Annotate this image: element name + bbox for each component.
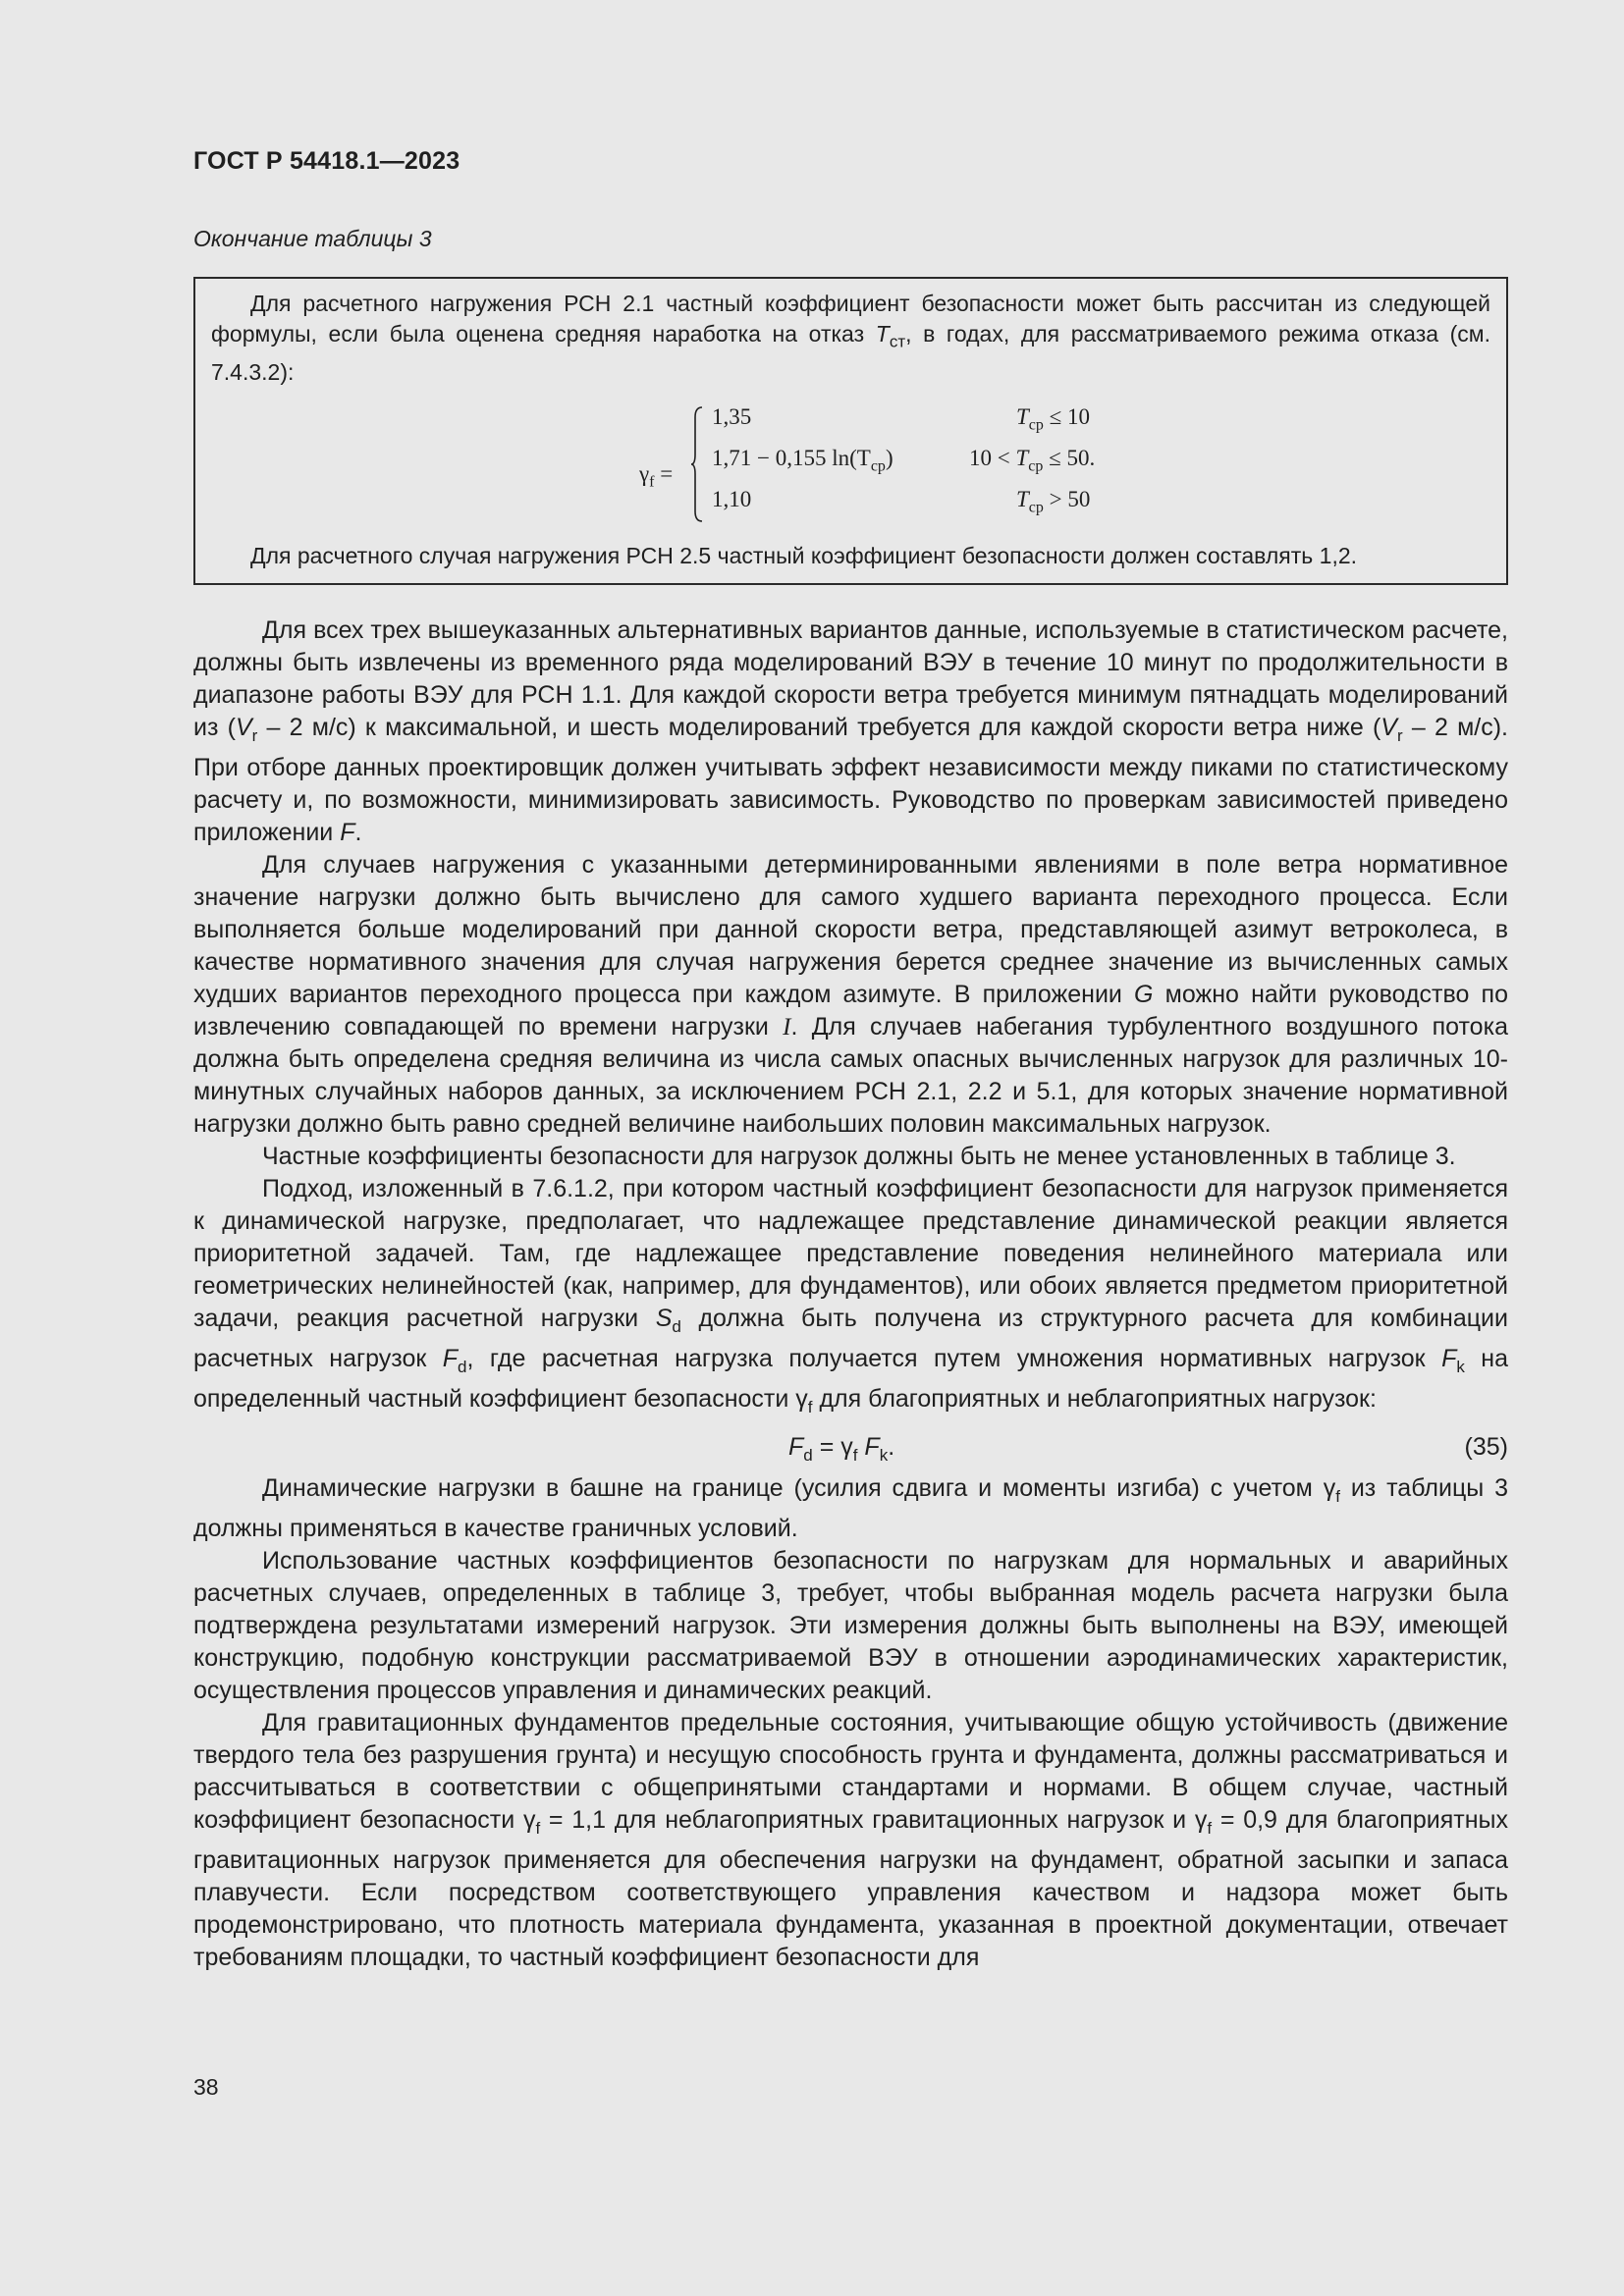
box-intro-tail: , в годах, для рассматриваемого режима отказа (см. 7.4.3.2): bbox=[211, 321, 1491, 385]
p4-part-c: , где расчетная нагрузка получается путем умножения нормативных нагрузок bbox=[466, 1345, 1442, 1372]
formula-row-2-expr bbox=[712, 443, 893, 482]
var-gamma: γ bbox=[1323, 1474, 1336, 1502]
var-fd-sub: d bbox=[458, 1358, 467, 1376]
var-s-sub: d bbox=[672, 1317, 681, 1336]
p2-part-b: можно найти руководство по извлечению совпадающей по времени нагрузки bbox=[193, 981, 1508, 1041]
eq-fk: F bbox=[857, 1433, 880, 1461]
var-v: V bbox=[235, 714, 252, 741]
cond-sub: ср bbox=[1028, 457, 1044, 475]
var-s: S bbox=[655, 1305, 673, 1332]
expr-text: 1,71 − 0,155 ln(T bbox=[712, 445, 871, 470]
eq-end: . bbox=[888, 1433, 895, 1461]
p4-part-d: на определенный частный коэффициент безопасности bbox=[193, 1345, 1509, 1413]
equation-35 bbox=[193, 1423, 1508, 1472]
cond-post: > 50 bbox=[1049, 486, 1091, 511]
equation-expression bbox=[788, 1431, 894, 1471]
p1-part-c: – 2 м/с). При отборе данных проектировщик должен учитывать эффект независимости между пиками по статистическому расчету и, по возможности, минимизировать зависимость. Руководство по проверкам зависимостей приведено приложении bbox=[193, 714, 1508, 846]
paragraph-6: Использование частных коэффициентов безопасности по нагрузкам для нормальных и аварийных расчетных случаев, определенных в таблице 3, требует, чтобы выбранная модель расчета нагрузки была подтверждена результатами измерений нагрузок. Эти измерения должны быть выполнены на ВЭУ, имеющей конструкцию, подобную конструкции рассматриваемой ВЭУ в отношении аэродинамических характеристик, осуществления процессов управления и динамических реакций. bbox=[193, 1547, 1508, 1704]
paragraph-7 bbox=[193, 1707, 1508, 1974]
symbol-t: T bbox=[875, 321, 890, 347]
formula-row-3-expr: 1,10 bbox=[712, 486, 752, 511]
var-gamma-sub: f bbox=[535, 1819, 541, 1838]
paragraph-4 bbox=[193, 1173, 1508, 1423]
p5-part-a: Динамические нагрузки в башне на границе (усилия сдвига и моменты изгиба) с учетом bbox=[262, 1474, 1324, 1502]
eq-f: F bbox=[788, 1433, 804, 1461]
cond-pre: 10 < bbox=[969, 445, 1010, 470]
var-gamma-sub: f bbox=[1207, 1819, 1213, 1838]
var-gamma: γ bbox=[1194, 1806, 1208, 1834]
formula-lhs-symbol: γ bbox=[639, 460, 650, 486]
var-fk-sub: k bbox=[1456, 1358, 1465, 1376]
var-v-sub: r bbox=[1396, 726, 1403, 745]
piecewise-formula bbox=[211, 401, 1490, 549]
eq-fk-sub: k bbox=[879, 1446, 889, 1465]
p1-part-b: – 2 м/с) к максимальной, и шесть моделирований требуется для каждой скорости ветра ниже ( bbox=[257, 714, 1381, 741]
formula-lhs-sub: f bbox=[649, 473, 655, 491]
main-text bbox=[193, 614, 1508, 1974]
formula-row-3-cond bbox=[1016, 484, 1090, 523]
eq-sign: = bbox=[812, 1433, 841, 1461]
cond-sub: ср bbox=[1028, 499, 1044, 516]
annex-i: I bbox=[783, 1014, 791, 1041]
cond-post: ≤ 10 bbox=[1049, 403, 1091, 429]
p2-part-c: . Для случаев набегания турбулентного воздушного потока должна быть определена средняя величина из числа самых опасных вычисленных нагрузок для различных 10-минутных случайных наборов данных, за исключением РСН 2.1, 2.2 и 5.1, для которых значение нормативной нагрузки должно быть равно средней величине наибольших половин максимальных нагрузок. bbox=[193, 1013, 1508, 1138]
table-continuation-box bbox=[193, 277, 1508, 585]
standard-header: ГОСТ Р 54418.1—2023 bbox=[193, 147, 460, 175]
table-caption: Окончание таблицы 3 bbox=[193, 226, 432, 251]
box-intro-text: Для расчетного нагружения РСН 2.1 частный коэффициент безопасности может быть рассчитан из следующей формулы, если была оценена средняя наработка на отказ bbox=[211, 291, 1490, 347]
p2-part-a: Для случаев нагружения с указанными детерминированными явлениями в поле ветра нормативное значение нагрузки должно быть вычислено для самого худшего варианта переходного процесса. Если выполняется больше моделирований при данной скорости ветра, представляющей азимут ветроколеса, в качестве нормативного значения для случая нагружения берется среднее значение из вычисленных самых худших вариантов переходного процесса при каждом азимуте. В приложении bbox=[193, 851, 1508, 1008]
p1-end: . bbox=[354, 819, 362, 846]
annex-f: F bbox=[340, 819, 355, 846]
p7-part-b: = 1,1 для неблагоприятных гравитационных нагрузок и bbox=[540, 1806, 1195, 1834]
formula-lhs: $\gamma_f$ = bbox=[639, 460, 674, 491]
var-gamma-sub: f bbox=[807, 1398, 813, 1416]
var-fd: F bbox=[442, 1345, 459, 1372]
p4-part-e: для благоприятных и неблагоприятных нагрузок: bbox=[812, 1385, 1377, 1413]
page-number: 38 bbox=[193, 2074, 219, 2100]
symbol-t-sub: ст bbox=[889, 332, 906, 351]
cond-post: ≤ 50. bbox=[1049, 445, 1096, 470]
box-intro-paragraph bbox=[211, 289, 1490, 388]
paragraph-1 bbox=[193, 614, 1508, 849]
var-fk: F bbox=[1441, 1345, 1457, 1372]
p7-part-a: Для гравитационных фундаментов предельные состояния, учитывающие общую устойчивость (движение твердого тела без разрушения грунта) и несущую способность грунта и фундамента, должны рассматриваться и рассчитываться в соответствии с общепринятыми стандартами и нормами. В общем случае, частный коэффициент безопасности bbox=[193, 1709, 1508, 1834]
var-v: V bbox=[1380, 714, 1397, 741]
var-gamma-sub: f bbox=[1335, 1487, 1340, 1506]
formula-row-2-cond bbox=[969, 443, 1095, 482]
var-v-sub: r bbox=[251, 726, 258, 745]
paragraph-3: Частные коэффициенты безопасности для нагрузок должны быть не менее установленных в таблице 3. bbox=[262, 1143, 1456, 1170]
p4-part-b: должна быть получена из структурного расчета для комбинации расчетных нагрузок bbox=[193, 1305, 1508, 1372]
expr-sub: ср bbox=[870, 457, 886, 475]
paragraph-5 bbox=[193, 1472, 1508, 1545]
eq-f-sub: d bbox=[803, 1446, 813, 1465]
cond-var: T bbox=[1015, 445, 1029, 470]
box-closing-paragraph: Для расчетного случая нагружения РСН 2.5 частный коэффициент безопасности должен составлять 1,2. bbox=[250, 543, 1358, 568]
p7-part-c: = 0,9 для благоприятных гравитационных нагрузок применяется для обеспечения нагрузки на фундамент, обратной засыпки и запаса плавучести. Если посредством соответствующего управления качеством и надзора может быть продемонстрировано, что плотность материала фундамента, указанная в проектной документации, отвечает требованиям площадки, то частный коэффициент безопасности для bbox=[193, 1806, 1508, 1971]
expr-close: ) bbox=[885, 445, 893, 470]
cond-var: T bbox=[1016, 486, 1029, 511]
var-gamma: γ bbox=[795, 1385, 808, 1413]
eq-gamma-sub: f bbox=[852, 1446, 858, 1465]
formula-row-1-cond bbox=[1016, 401, 1090, 441]
annex-g: G bbox=[1134, 981, 1154, 1008]
formula-row-1-expr: 1,35 bbox=[712, 403, 752, 429]
eq-gamma: γ bbox=[840, 1433, 853, 1461]
cond-sub: ср bbox=[1028, 416, 1044, 434]
var-gamma: γ bbox=[522, 1806, 536, 1834]
cond-var: T bbox=[1016, 403, 1029, 429]
left-brace bbox=[690, 405, 704, 523]
p1-part-a: Для всех трех вышеуказанных альтернативных вариантов данные, используемые в статистическом расчете, должны быть извлечены из временного ряда моделирований ВЭУ в течение 10 минут по продолжительности в диапазоне работы ВЭУ для РСН 1.1. Для каждой скорости ветра требуется минимум пятнадцать моделирований из ( bbox=[193, 616, 1508, 741]
paragraph-2 bbox=[193, 849, 1508, 1141]
p4-part-a: Подход, изложенный в 7.6.1.2, при котором частный коэффициент безопасности для нагрузок применяется к динамической нагрузке, предполагает, что надлежащее представление динамической реакции является приоритетной задачей. Там, где надлежащее представление поведения нелинейного материала или геометрических нелинейностей (как, например, для фундаментов), или обоих является предметом приоритетной задачи, реакция расчетной нагрузки bbox=[193, 1175, 1508, 1332]
equation-number: (35) bbox=[1464, 1433, 1508, 1461]
p5-part-b: из таблицы 3 должны применяться в качестве граничных условий. bbox=[193, 1474, 1509, 1542]
